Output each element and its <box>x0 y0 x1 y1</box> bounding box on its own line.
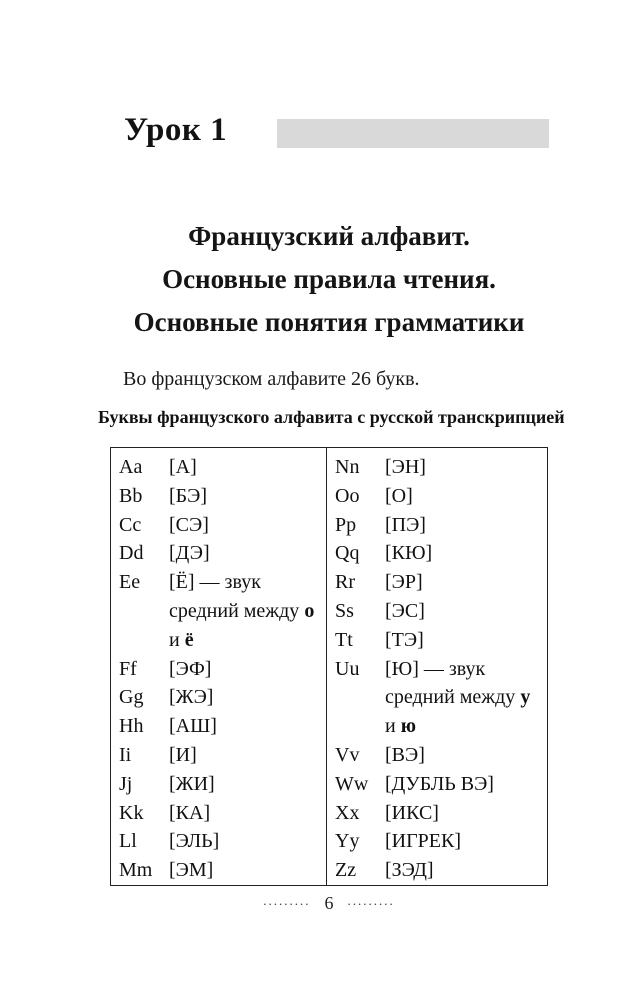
transcription-segment: [ИКС] <box>385 801 439 824</box>
letter-pair: Zz <box>335 859 357 882</box>
transcription-line <box>169 683 322 712</box>
transcription <box>169 482 322 511</box>
page-footer <box>110 893 548 914</box>
transcription <box>169 683 322 712</box>
footer-dots-right: ......... <box>347 892 395 908</box>
transcription <box>169 827 322 856</box>
letter-pair: Qq <box>335 542 360 565</box>
transcription-segment: и <box>169 628 185 651</box>
transcription-segment: [ДУБЛЬ ВЭ] <box>385 772 494 795</box>
letter-pair: Xx <box>335 801 360 824</box>
transcription-line <box>385 597 543 626</box>
transcription-segment: [ЭМ] <box>169 859 214 882</box>
alphabet-table <box>110 447 548 886</box>
alphabet-column-left <box>111 448 327 885</box>
letter-pair: Rr <box>335 571 355 594</box>
transcription-line <box>385 568 543 597</box>
table-row <box>335 568 543 597</box>
transcription-line <box>169 799 322 828</box>
transcription-segment: [ИГРЕК] <box>385 830 462 853</box>
letter-pair: Oo <box>335 484 360 507</box>
table-row <box>119 712 322 741</box>
transcription-segment: [ЭС] <box>385 599 425 622</box>
letter-pair: Yy <box>335 830 360 853</box>
transcription-line <box>169 539 322 568</box>
transcription-bold-segment: у <box>520 686 531 709</box>
table-row <box>119 741 322 770</box>
letter-pair: Mm <box>119 859 153 882</box>
transcription-bold-segment: ю <box>400 715 416 738</box>
table-row <box>119 539 322 568</box>
transcription-line <box>169 856 322 885</box>
transcription <box>385 511 543 540</box>
transcription-segment: [ЭН] <box>385 456 426 478</box>
letter-pair: Uu <box>335 657 360 680</box>
letter-pair: Cc <box>119 513 142 536</box>
transcription-line <box>169 511 322 540</box>
alphabet-column-right <box>327 448 547 885</box>
table-row <box>335 655 543 741</box>
transcription <box>385 568 543 597</box>
table-row <box>119 799 322 828</box>
transcription-segment: [АШ] <box>169 715 217 738</box>
transcription-line <box>169 827 322 856</box>
table-row <box>335 799 543 828</box>
letter-pair: Dd <box>119 542 144 565</box>
alphabet-table-caption: Буквы французского алфавита с русской транскрипцией <box>98 407 565 427</box>
table-row <box>335 539 543 568</box>
transcription-line <box>169 626 322 655</box>
page-number: 6 <box>324 893 334 913</box>
transcription-line <box>385 770 543 799</box>
letter-pair: Ff <box>119 657 137 680</box>
transcription-segment: [ЭР] <box>385 571 423 594</box>
transcription-segment: [О] <box>385 484 413 507</box>
transcription-segment: и <box>385 715 401 738</box>
transcription-line <box>169 770 322 799</box>
table-row <box>119 655 322 684</box>
letter-pair: Aa <box>119 456 143 478</box>
transcription-segment: [И] <box>169 743 197 766</box>
lesson-title: Урок 1 <box>124 112 228 148</box>
transcription-segment: [ВЭ] <box>385 743 425 766</box>
transcription <box>385 856 543 885</box>
letter-pair: Nn <box>335 456 360 478</box>
table-row <box>335 511 543 540</box>
letter-pair: Kk <box>119 801 144 824</box>
transcription-line <box>385 683 543 712</box>
intro-paragraph: Во французском алфавите 26 букв. <box>123 368 420 390</box>
transcription-segment: [ЭФ] <box>169 657 212 680</box>
letter-pair: Vv <box>335 743 360 766</box>
table-row <box>119 683 322 712</box>
transcription-line <box>385 511 543 540</box>
letter-pair: Jj <box>119 772 133 795</box>
transcription <box>385 741 543 770</box>
transcription-segment: [Ю] — звук <box>385 657 486 680</box>
transcription <box>169 856 322 885</box>
page-title-line-2: Основные правила чтения. <box>162 264 496 294</box>
transcription-segment: [ЭЛЬ] <box>169 830 220 853</box>
transcription <box>385 597 543 626</box>
transcription <box>169 770 322 799</box>
letter-pair: Ll <box>119 830 137 853</box>
letter-pair: Ii <box>119 743 132 766</box>
transcription-line <box>385 539 543 568</box>
letter-pair: Tt <box>335 628 353 651</box>
transcription <box>169 568 322 654</box>
transcription-line <box>169 655 322 684</box>
transcription-line <box>385 655 543 684</box>
transcription-line <box>385 453 543 482</box>
transcription <box>169 655 322 684</box>
transcription-segment: [БЭ] <box>169 484 208 507</box>
table-row <box>119 568 322 654</box>
table-row <box>335 453 543 482</box>
table-row <box>335 741 543 770</box>
page-title-line-3: Основные понятия грамматики <box>133 307 525 337</box>
table-row <box>119 482 322 511</box>
transcription <box>385 539 543 568</box>
transcription <box>385 482 543 511</box>
footer-dots-left: ......... <box>263 892 311 908</box>
letter-pair: Pp <box>335 513 357 536</box>
transcription-line <box>385 799 543 828</box>
transcription-segment: [КА] <box>169 801 211 824</box>
transcription-segment: [ТЭ] <box>385 628 424 651</box>
transcription-segment: средний между <box>169 599 305 622</box>
transcription-bold-segment: ё <box>184 628 194 651</box>
transcription <box>169 453 322 482</box>
transcription <box>169 539 322 568</box>
letter-pair: Ww <box>335 772 369 795</box>
transcription-segment: [Ё] — звук <box>169 571 261 594</box>
transcription <box>169 511 322 540</box>
transcription-bold-segment: о <box>304 599 315 622</box>
transcription-line <box>385 712 543 741</box>
table-row <box>335 827 543 856</box>
transcription-segment: [ЖИ] <box>169 772 215 795</box>
transcription <box>385 626 543 655</box>
transcription-segment: [А] <box>169 456 197 478</box>
table-row <box>119 827 322 856</box>
letter-pair: Gg <box>119 686 144 709</box>
transcription-segment: [ДЭ] <box>169 542 210 565</box>
decorative-header-bar <box>277 119 549 148</box>
transcription-segment: [ЗЭД] <box>385 859 434 882</box>
transcription-line <box>169 741 322 770</box>
transcription <box>169 799 322 828</box>
transcription-line <box>169 453 322 482</box>
table-row <box>335 770 543 799</box>
page-title <box>90 215 568 344</box>
table-row <box>335 482 543 511</box>
transcription <box>169 712 322 741</box>
letter-pair: Ee <box>119 571 141 594</box>
transcription-line <box>385 827 543 856</box>
transcription <box>385 453 543 482</box>
transcription-line <box>385 856 543 885</box>
letter-pair: Ss <box>335 599 354 622</box>
transcription-line <box>385 626 543 655</box>
transcription-segment: [ЖЭ] <box>169 686 214 709</box>
transcription <box>385 827 543 856</box>
transcription <box>385 655 543 741</box>
letter-pair: Hh <box>119 715 144 738</box>
table-row <box>119 511 322 540</box>
transcription-segment: [ПЭ] <box>385 513 426 536</box>
table-row <box>335 597 543 626</box>
transcription-line <box>169 568 322 597</box>
transcription-line <box>169 482 322 511</box>
letter-pair: Bb <box>119 484 143 507</box>
transcription-segment: [КЮ] <box>385 542 433 565</box>
transcription <box>385 770 543 799</box>
transcription-segment: [СЭ] <box>169 513 209 536</box>
table-row <box>119 453 322 482</box>
transcription-line <box>169 597 322 626</box>
page-title-line-1: Французский алфавит. <box>188 221 470 251</box>
transcription <box>385 799 543 828</box>
transcription <box>169 741 322 770</box>
transcription-line <box>385 741 543 770</box>
table-row <box>335 626 543 655</box>
table-row <box>335 856 543 885</box>
transcription-line <box>169 712 322 741</box>
transcription-segment: средний между <box>385 686 521 709</box>
table-row <box>119 770 322 799</box>
transcription-line <box>385 482 543 511</box>
table-row <box>119 856 322 885</box>
